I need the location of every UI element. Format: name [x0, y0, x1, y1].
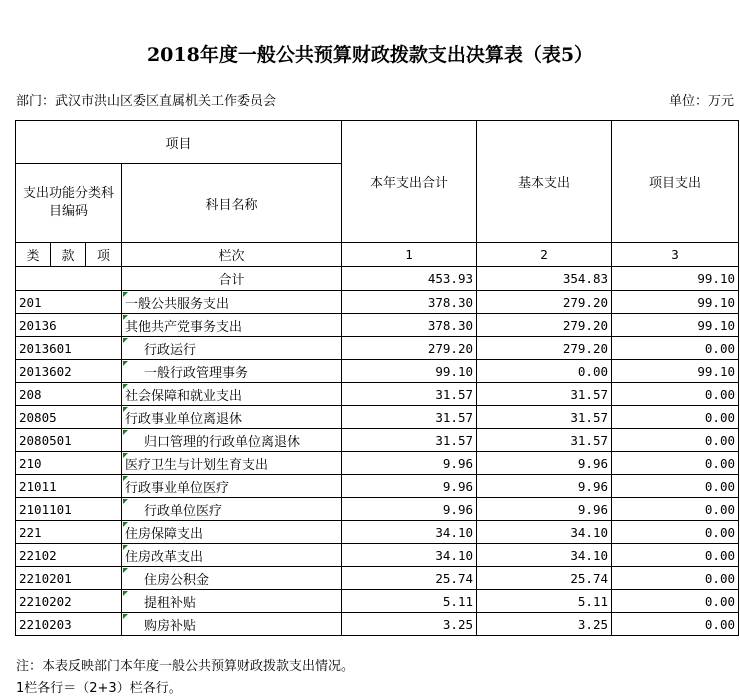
row-basic: 31.57: [477, 383, 612, 406]
row-project: 99.10: [612, 360, 739, 383]
row-project: 0.00: [612, 475, 739, 498]
function-code-header: 支出功能分类科目编码: [16, 164, 122, 243]
sum-total: 453.93: [342, 267, 477, 291]
table-row: [16, 360, 739, 383]
row-code: 2210203: [16, 613, 122, 636]
row-total: 31.57: [342, 406, 477, 429]
row-name: 行政事业单位医疗: [122, 475, 342, 498]
table-row: [16, 567, 739, 590]
notes: [16, 656, 354, 700]
row-project: 99.10: [612, 291, 739, 314]
project-header: 项目支出: [612, 121, 739, 243]
row-code: 221: [16, 521, 122, 544]
row-name: 行政事业单位离退休: [122, 406, 342, 429]
basic-header: 基本支出: [477, 121, 612, 243]
table-row: [16, 314, 739, 337]
row-project: 0.00: [612, 429, 739, 452]
table-row: [16, 383, 739, 406]
row-total: 31.57: [342, 383, 477, 406]
row-basic: 31.57: [477, 429, 612, 452]
row-total: 378.30: [342, 291, 477, 314]
table-row: [16, 590, 739, 613]
row-basic: 34.10: [477, 521, 612, 544]
row-code: 21011: [16, 475, 122, 498]
row-name: 社会保障和就业支出: [122, 383, 342, 406]
row-project: 0.00: [612, 544, 739, 567]
row-basic: 34.10: [477, 544, 612, 567]
sum-label: 合计: [122, 267, 342, 291]
row-total: 31.57: [342, 429, 477, 452]
row-name: 住房保障支出: [122, 521, 342, 544]
row-code: 2210201: [16, 567, 122, 590]
row-basic: 0.00: [477, 360, 612, 383]
table-row: [16, 475, 739, 498]
row-code: 2101101: [16, 498, 122, 521]
table-row: [16, 544, 739, 567]
row-total: 25.74: [342, 567, 477, 590]
lei-header: 类: [16, 243, 51, 267]
row-basic: 279.20: [477, 291, 612, 314]
header-row-1: [16, 121, 739, 164]
row-basic: 5.11: [477, 590, 612, 613]
table-row: [16, 291, 739, 314]
row-name: 医疗卫生与计划生育支出: [122, 452, 342, 475]
budget-table: [15, 120, 739, 636]
table-row: [16, 452, 739, 475]
row-name: 购房补贴: [122, 613, 342, 636]
kuan-header: 款: [51, 243, 86, 267]
row-basic: 9.96: [477, 475, 612, 498]
row-project: 0.00: [612, 521, 739, 544]
table-row: [16, 521, 739, 544]
row-basic: 9.96: [477, 452, 612, 475]
sum-row: [16, 267, 739, 291]
total-header: 本年支出合计: [342, 121, 477, 243]
column-1-label: 1: [342, 243, 477, 267]
row-project: 0.00: [612, 590, 739, 613]
row-code: 210: [16, 452, 122, 475]
row-project: 0.00: [612, 383, 739, 406]
sum-basic: 354.83: [477, 267, 612, 291]
row-project: 0.00: [612, 406, 739, 429]
department-label: 部门：武汉市洪山区委区直属机关工作委员会: [16, 94, 277, 109]
row-code: 2013602: [16, 360, 122, 383]
row-code: 2210202: [16, 590, 122, 613]
row-project: 99.10: [612, 314, 739, 337]
row-name: 归口管理的行政单位离退休: [122, 429, 342, 452]
row-name: 其他共产党事务支出: [122, 314, 342, 337]
row-basic: 3.25: [477, 613, 612, 636]
xiang-header: 项: [86, 243, 122, 267]
row-name: 行政运行: [122, 337, 342, 360]
row-total: 99.10: [342, 360, 477, 383]
item-header: 项目: [16, 121, 342, 164]
row-name: 住房公积金: [122, 567, 342, 590]
row-project: 0.00: [612, 337, 739, 360]
row-name: 一般公共服务支出: [122, 291, 342, 314]
row-basic: 25.74: [477, 567, 612, 590]
row-basic: 31.57: [477, 406, 612, 429]
row-total: 34.10: [342, 521, 477, 544]
row-total: 34.10: [342, 544, 477, 567]
row-basic: 279.20: [477, 337, 612, 360]
row-code: 20805: [16, 406, 122, 429]
table-row: [16, 613, 739, 636]
row-total: 3.25: [342, 613, 477, 636]
row-name: 住房改革支出: [122, 544, 342, 567]
row-project: 0.00: [612, 498, 739, 521]
row-total: 5.11: [342, 590, 477, 613]
row-total: 9.96: [342, 498, 477, 521]
table-row: [16, 337, 739, 360]
table-row: [16, 498, 739, 521]
row-name: 一般行政管理事务: [122, 360, 342, 383]
row-project: 0.00: [612, 567, 739, 590]
row-code: 20136: [16, 314, 122, 337]
row-total: 9.96: [342, 452, 477, 475]
row-name: 提租补贴: [122, 590, 342, 613]
note-line: 1栏各行＝（2+3）栏各行。: [16, 681, 182, 696]
row-code: 208: [16, 383, 122, 406]
unit-label: 单位：万元: [668, 94, 734, 109]
row-project: 0.00: [612, 613, 739, 636]
row-code: 201: [16, 291, 122, 314]
row-project: 0.00: [612, 452, 739, 475]
row-code: 2080501: [16, 429, 122, 452]
sum-project: 99.10: [612, 267, 739, 291]
page-title: 2018年度一般公共预算财政拨款支出决算表（表5）: [146, 44, 594, 66]
column-no-label: 栏次: [122, 243, 342, 267]
table-body: [16, 291, 739, 636]
row-name: 行政单位医疗: [122, 498, 342, 521]
column-number-row: [16, 243, 739, 267]
column-3-label: 3: [612, 243, 739, 267]
note-line: 注：本表反映部门本年度一般公共预算财政拨款支出情况。: [16, 659, 355, 674]
subject-name-header: 科目名称: [122, 164, 342, 243]
table-row: [16, 406, 739, 429]
sum-code-cell: [16, 267, 122, 291]
row-total: 9.96: [342, 475, 477, 498]
row-basic: 9.96: [477, 498, 612, 521]
row-code: 2013601: [16, 337, 122, 360]
table-row: [16, 429, 739, 452]
row-code: 22102: [16, 544, 122, 567]
column-2-label: 2: [477, 243, 612, 267]
row-basic: 279.20: [477, 314, 612, 337]
row-total: 378.30: [342, 314, 477, 337]
row-total: 279.20: [342, 337, 477, 360]
